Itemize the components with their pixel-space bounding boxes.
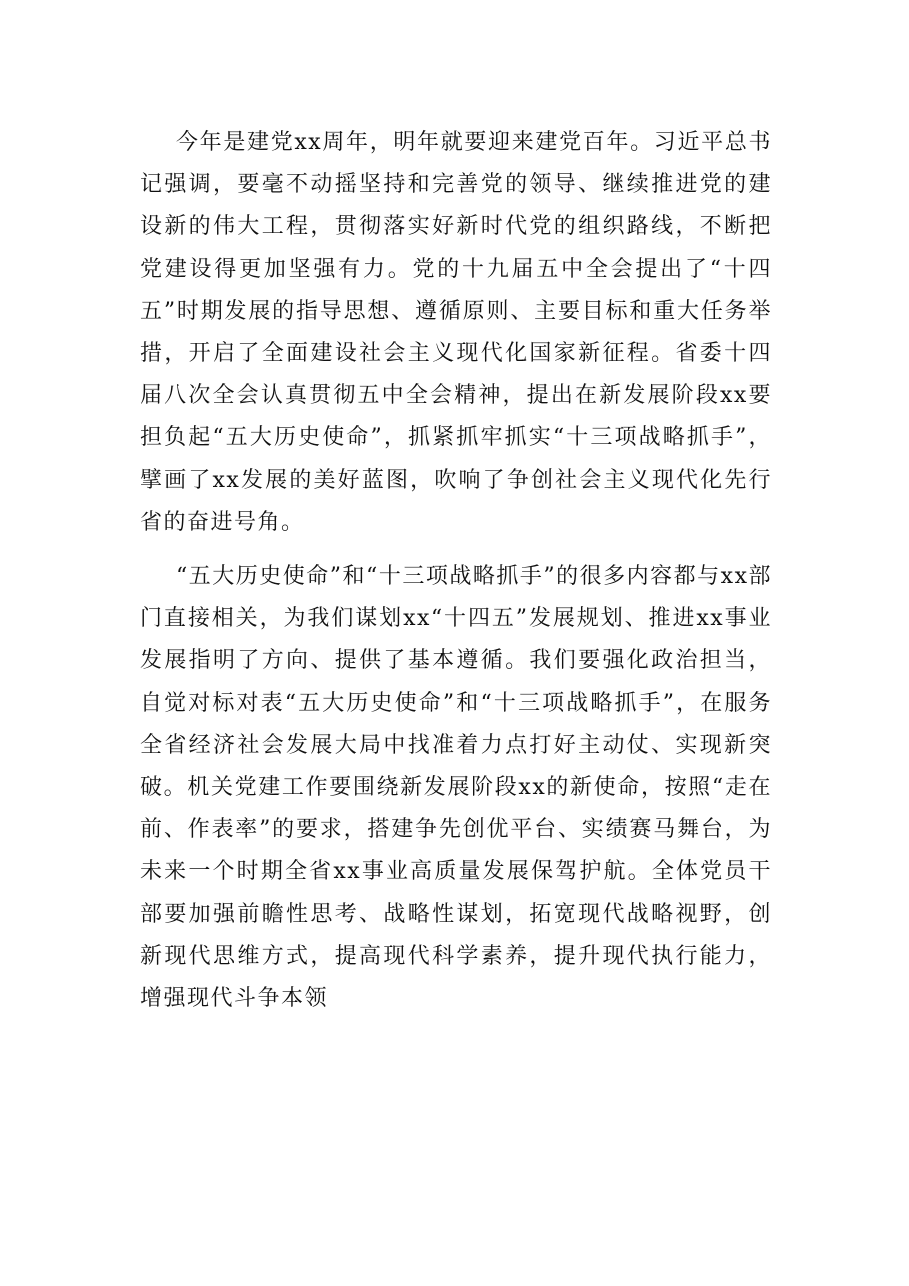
paragraph-1: 今年是建党xx周年，明年就要迎来建党百年。习近平总书记强调，要毫不动摇坚持和完善党的领导、继续推进党的建设新的伟大工程，贯彻落实好新时代党的组织路线，不断把党建设得更加坚强有力。党的十九届五中全会提出了“十四五”时期发展的指导思想、遵循原则、主要目标和重大任务举措，开启了全面建设社会主义现代化国家新征程。省委十四届八次全会认真贯彻五中全会精神，提出在新发展阶段xx要担负起“五大历史使命”，抓紧抓牢抓实“十三项战略抓手”，擘画了xx发展的美好蓝图，吹响了争创社会主义现代化先行省的奋进号角。 [140, 130, 772, 535]
paragraph-2: “五大历史使命”和“十三项战略抓手”的很多内容都与xx部门直接相关，为我们谋划xx“十四五”发展规划、推进xx事业发展指明了方向、提供了基本遵循。我们要强化政治担当，自觉对标对表“五大历史使命”和“十三项战略抓手”，在服务全省经济社会发展大局中找准着力点打好主动仗、实现新突破。机关党建工作要围绕新发展阶段xx的新使命，按照“走在前、作表率”的要求，搭建争先创优平台、实绩赛马舞台，为未来一个时期全省xx事业高质量发展保驾护航。全体党员干部要加强前瞻性思考、战略性谋划，拓宽现代战略视野，创新现代思维方式，提高现代科学素养，提升现代执行能力，增强现代斗争本领 [140, 564, 772, 1012]
document-body [140, 122, 772, 1020]
